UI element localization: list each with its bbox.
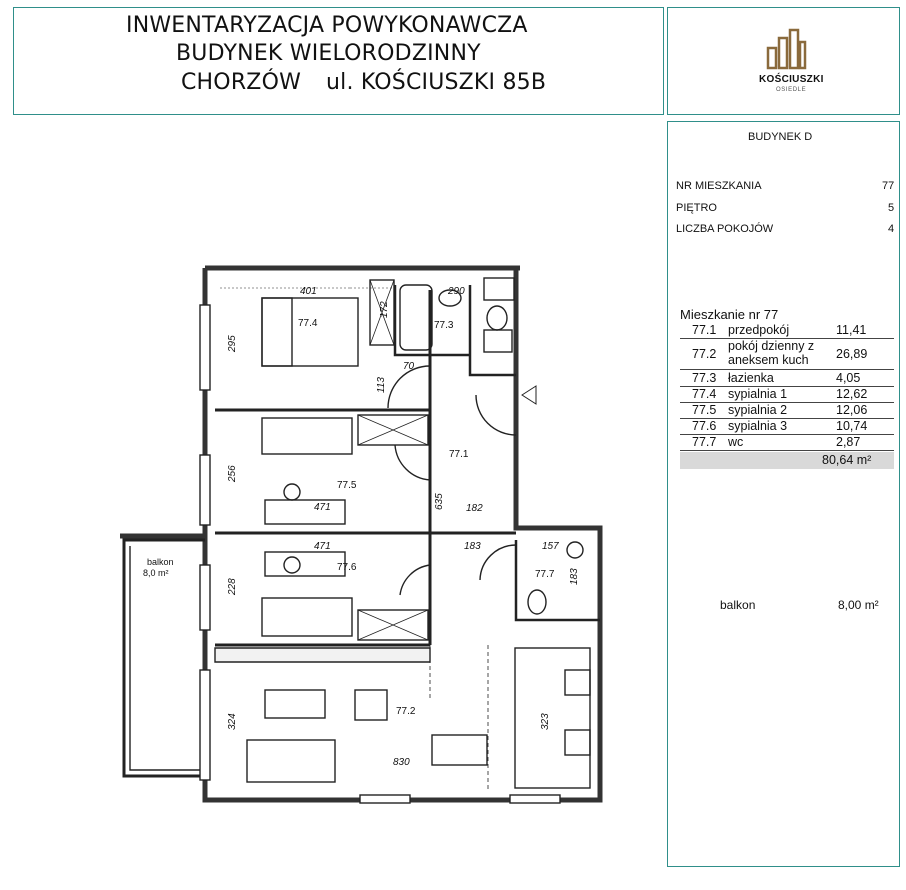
- room-label-77-7: 77.7: [535, 569, 555, 580]
- room-area: 4,05: [836, 371, 861, 385]
- balcony-area: 8,00 m²: [838, 598, 879, 612]
- total-area: 80,64 m²: [822, 453, 872, 467]
- title-line-3-city: CHORZÓW: [181, 70, 302, 95]
- dimension-label: 290: [448, 286, 465, 297]
- room-name: sypialnia 1: [728, 387, 788, 401]
- info-label-floor: PIĘTRO: [676, 202, 717, 214]
- title-line-3-street: ul. KOŚCIUSZKI 85B: [326, 70, 547, 95]
- room-area: 12,62: [836, 387, 868, 401]
- dimension-label: 830: [393, 757, 410, 768]
- plan-balcony-label: balkon: [147, 557, 174, 567]
- room-name: wc: [728, 435, 744, 449]
- room-number: 77.1: [692, 323, 717, 337]
- dimension-label: 70: [403, 361, 415, 372]
- room-area: 26,89: [836, 347, 868, 361]
- room-label-77-4: 77.4: [298, 318, 318, 329]
- room-label-77-1: 77.1: [449, 449, 469, 460]
- room-area: 2,87: [836, 435, 861, 449]
- dimension-label: 157: [542, 541, 559, 552]
- dimension-label: 471: [314, 541, 331, 552]
- room-name: pokój dzienny z aneksem kuch: [728, 339, 815, 367]
- room-number: 77.4: [692, 387, 717, 401]
- balcony-label: balkon: [720, 598, 756, 612]
- info-value-floor: 5: [888, 202, 895, 214]
- dimension-label: 471: [314, 502, 331, 513]
- info-value-apartment: 77: [882, 180, 895, 192]
- dimension-label: 401: [300, 286, 317, 297]
- dimension-label: 183: [464, 541, 481, 552]
- room-number: 77.6: [692, 419, 717, 433]
- title-line-1: INWENTARYZACJA POWYKONAWCZA: [126, 13, 528, 38]
- room-name: przedpokój: [728, 323, 790, 337]
- info-label-apartment: NR MIESZKANIA: [676, 180, 762, 192]
- room-number: 77.7: [692, 435, 717, 449]
- dimension-label: 256: [227, 465, 238, 482]
- dimension-label: 183: [569, 568, 580, 585]
- title-line-2: BUDYNEK WIELORODZINNY: [176, 41, 481, 66]
- room-label-77-3: 77.3: [434, 320, 454, 331]
- dimension-label: 228: [227, 578, 238, 595]
- dimension-label: 113: [376, 377, 387, 393]
- room-number: 77.2: [692, 347, 717, 361]
- info-label-rooms: LICZBA POKOJÓW: [676, 223, 774, 235]
- room-number: 77.3: [692, 371, 717, 385]
- room-number: 77.5: [692, 403, 717, 417]
- room-name: sypialnia 2: [728, 403, 788, 417]
- room-area: 12,06: [836, 403, 868, 417]
- dimension-label: 324: [227, 713, 238, 730]
- room-area: 10,74: [836, 419, 868, 433]
- dimension-label: 323: [540, 713, 551, 730]
- entrance-arrow-icon: [522, 386, 536, 404]
- info-value-rooms: 4: [888, 223, 895, 235]
- building-label: BUDYNEK D: [748, 131, 813, 143]
- dimension-label: 295: [227, 335, 238, 352]
- room-label-77-2: 77.2: [396, 706, 416, 717]
- logo-subtitle: OSIEDLE: [776, 87, 807, 93]
- dimension-label: 182: [466, 503, 483, 514]
- room-area: 11,41: [836, 323, 867, 337]
- plan-balcony-area: 8,0 m²: [143, 568, 169, 578]
- logo-name: KOŚCIUSZKI: [759, 74, 824, 85]
- room-label-77-6: 77.6: [337, 562, 357, 573]
- room-label-77-5: 77.5: [337, 480, 357, 491]
- room-name: sypialnia 3: [728, 419, 788, 433]
- room-name: łazienka: [728, 371, 774, 385]
- dimension-label: 172: [379, 301, 390, 318]
- room-table-header: Mieszkanie nr 77: [680, 307, 779, 322]
- dimension-label: 635: [434, 493, 445, 510]
